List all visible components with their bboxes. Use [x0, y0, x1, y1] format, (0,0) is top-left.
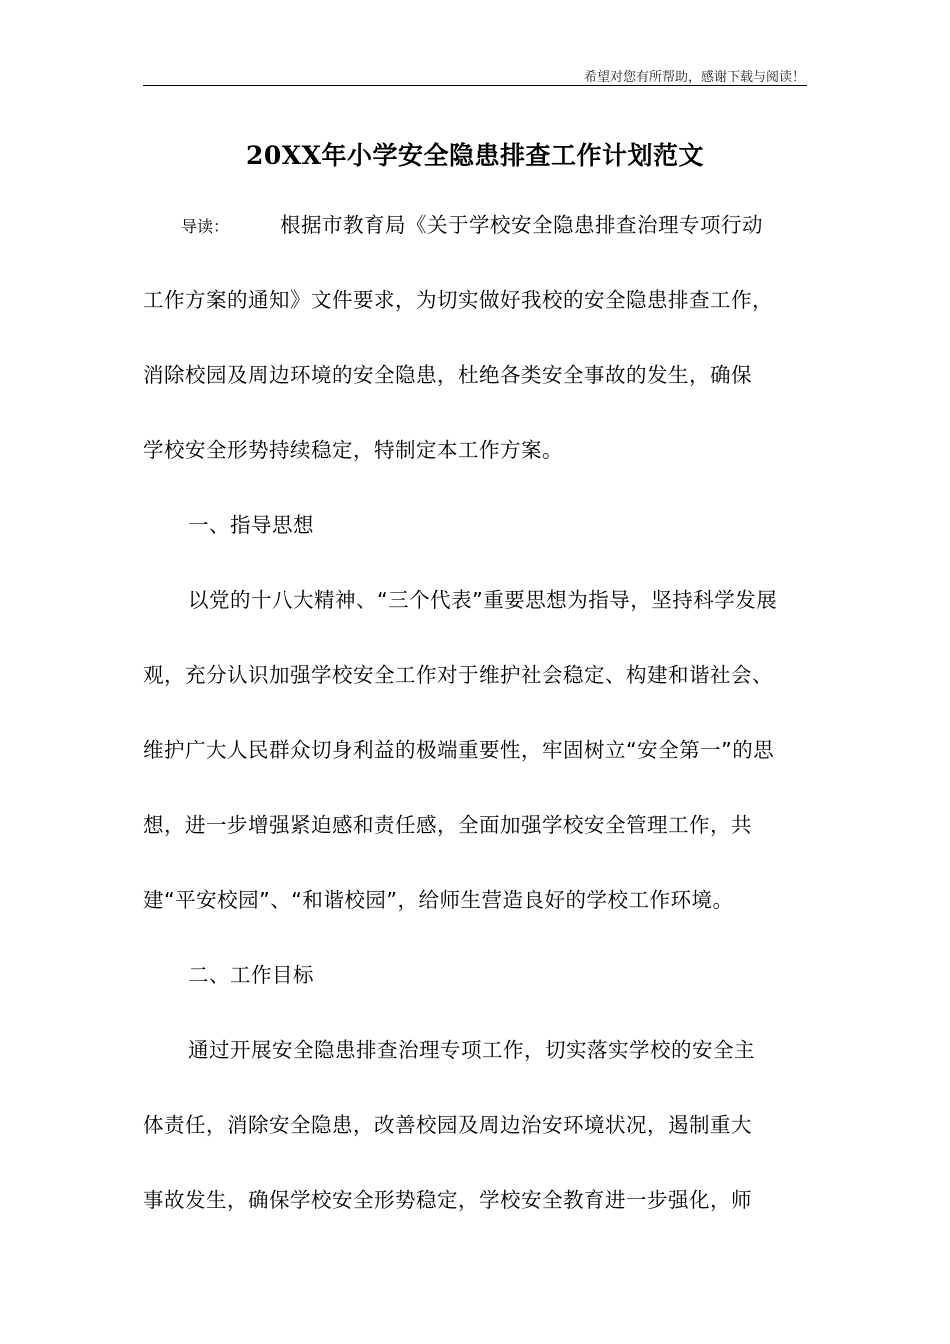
paragraph-line: 通过开展安全隐患排查治理专项工作，切实落实学校的安全主 [188, 1038, 755, 1062]
paragraph-line: 消除校园及周边环境的安全隐患，杜绝各类安全事故的发生，确保 [143, 363, 752, 387]
section-heading: 二、工作目标 [188, 963, 314, 987]
document-title: 20XX年小学安全隐患排查工作计划范文 [245, 141, 705, 170]
paragraph-line: 事故发生，确保学校安全形势稳定，学校安全教育进一步强化，师 [143, 1188, 752, 1212]
paragraph-line: 建“平安校园”、“和谐校园”，给师生营造良好的学校工作环境。 [143, 888, 734, 912]
section-heading: 一、指导思想 [188, 513, 314, 537]
paragraph-line: 维护广大人民群众切身利益的极端重要性，牢固树立“安全第一”的思 [143, 738, 775, 762]
paragraph-line: 以党的十八大精神、“三个代表”重要思想为指导，坚持科学发展 [188, 588, 778, 612]
paragraph-line: 想，进一步增强紧迫感和责任感，全面加强学校安全管理工作，共 [143, 813, 752, 837]
paragraph-line: 观，充分认识加强学校安全工作对于维护社会稳定、构建和谐社会、 [143, 663, 773, 687]
paragraph-line: 学校安全形势持续稳定，特制定本工作方案。 [143, 438, 563, 462]
header-note: 希望对您有所帮助，感谢下载与阅读！ [583, 70, 805, 85]
paragraph-line: 根据市教育局《关于学校安全隐患排查治理专项行动 [280, 213, 763, 237]
paragraph-line: 工作方案的通知》文件要求，为切实做好我校的安全隐患排查工作， [143, 288, 773, 312]
intro-label: 导读： [181, 217, 230, 236]
header-divider [143, 85, 807, 86]
paragraph-line: 体责任，消除安全隐患，改善校园及周边治安环境状况，遏制重大 [143, 1113, 752, 1137]
